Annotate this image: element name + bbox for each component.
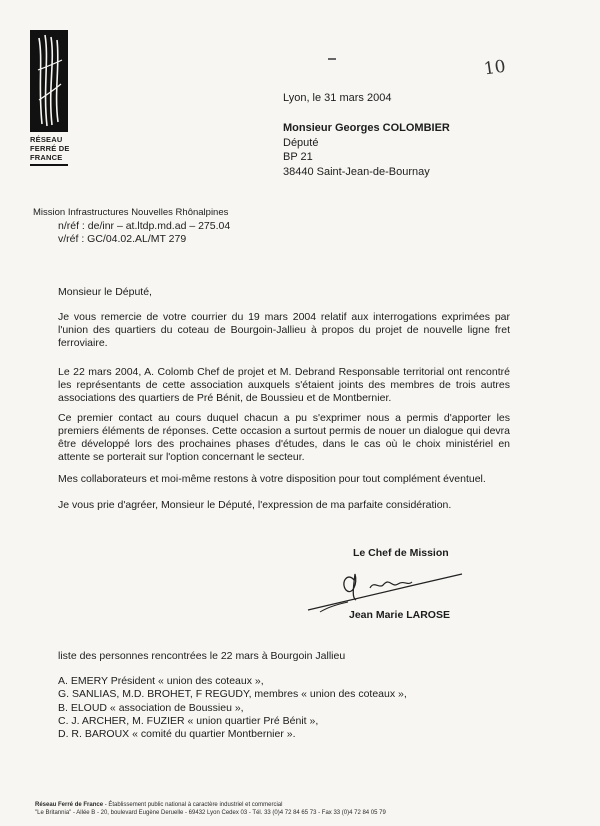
persons-list xyxy=(58,675,407,741)
signatory-title: Le Chef de Mission xyxy=(353,547,449,559)
letter-footer xyxy=(35,801,386,817)
list-item: A. EMERY Président « union des coteaux », xyxy=(58,675,264,687)
recipient-name: Monsieur Georges COLOMBIER xyxy=(283,122,450,134)
recipient-city: 38440 Saint-Jean-de-Bournay xyxy=(283,165,430,178)
recipient-title: Député xyxy=(283,136,319,149)
our-reference: n/réf : de/inr – at.ltdp.md.ad – 275.04 xyxy=(58,220,231,232)
footer-line-1 xyxy=(35,801,386,809)
signatory-name: Jean Marie LAROSE xyxy=(349,609,450,621)
handwritten-number: 10 xyxy=(482,56,507,80)
body-paragraph-3: Ce premier contact au cours duquel chacun a pu s'exprimer nous a permis d'apporter les premiers éléments de réponses. Cette occasion a surtout permis de nouer un dialogue qui devra être développé lors des prochaines phases d'études, dans le cas où le choix ministériel en attente se porterait sur l'option concernant le secteur. xyxy=(58,412,510,463)
logo-line-2: FERRÉ DE xyxy=(30,144,70,153)
logo-underline xyxy=(30,164,68,166)
recipient-address xyxy=(283,121,450,179)
body-paragraph-5: Je vous prie d'agréer, Monsieur le Député, l'expression de ma parfaite considération. xyxy=(58,499,452,511)
logo-line-3: FRANCE xyxy=(30,153,63,162)
logo-line-1: RÉSEAU xyxy=(30,135,63,144)
sender-service: Mission Infrastructures Nouvelles Rhônalpines xyxy=(33,207,229,218)
references xyxy=(58,220,230,245)
footer-line-2: "Le Britannia" - Allée B - 20, boulevard Eugène Deruelle - 69432 Lyon Cedex 03 - Tél. 33 (0)4 72 84 65 73 - Fax 33 (0)4 72 84 05 79 xyxy=(35,810,386,816)
recipient-po-box: BP 21 xyxy=(283,151,313,163)
rff-logo-text xyxy=(30,135,72,162)
rff-logo xyxy=(30,30,72,166)
footer-org: Réseau Ferré de France xyxy=(35,802,104,808)
list-item: C. J. ARCHER, M. FUZIER « union quartier Pré Bénit », xyxy=(58,714,319,727)
list-item: B. ELOUD « association de Boussieu », xyxy=(58,701,244,714)
scan-mark xyxy=(328,58,336,60)
body-paragraph-4: Mes collaborateurs et moi-même restons à votre disposition pour tout complément éventuel. xyxy=(58,473,486,485)
date-line: Lyon, le 31 mars 2004 xyxy=(283,92,392,104)
body-paragraph-2: Le 22 mars 2004, A. Colomb Chef de projet et M. Debrand Responsable territorial ont rencontré les représentants de cette association auxquels s'étaient joints des membres de trois autres associations des quartiers de Pré Bénit, de Boussieu et de Montbernier. xyxy=(58,366,510,404)
salutation: Monsieur le Député, xyxy=(58,286,152,298)
list-item: D. R. BAROUX « comité du quartier Montbernier ». xyxy=(58,728,296,741)
body-paragraph-1: Je vous remercie de votre courrier du 19 mars 2004 relatif aux interrogations exprimées par l'union des quartiers du coteau de Bourgoin-Jallieu à propos du projet de nouvelle ligne fret ferroviaire. xyxy=(58,311,510,349)
your-reference: v/réf : GC/04.02.AL/MT 279 xyxy=(58,232,187,245)
list-item: G. SANLIAS, M.D. BROHET, F REGUDY, membres « union des coteaux », xyxy=(58,688,407,701)
persons-intro: liste des personnes rencontrées le 22 mars à Bourgoin Jallieu xyxy=(58,650,346,662)
rff-logo-mark xyxy=(30,30,68,132)
footer-org-desc: - Établissement public national à caractère industriel et commercial xyxy=(103,802,283,808)
